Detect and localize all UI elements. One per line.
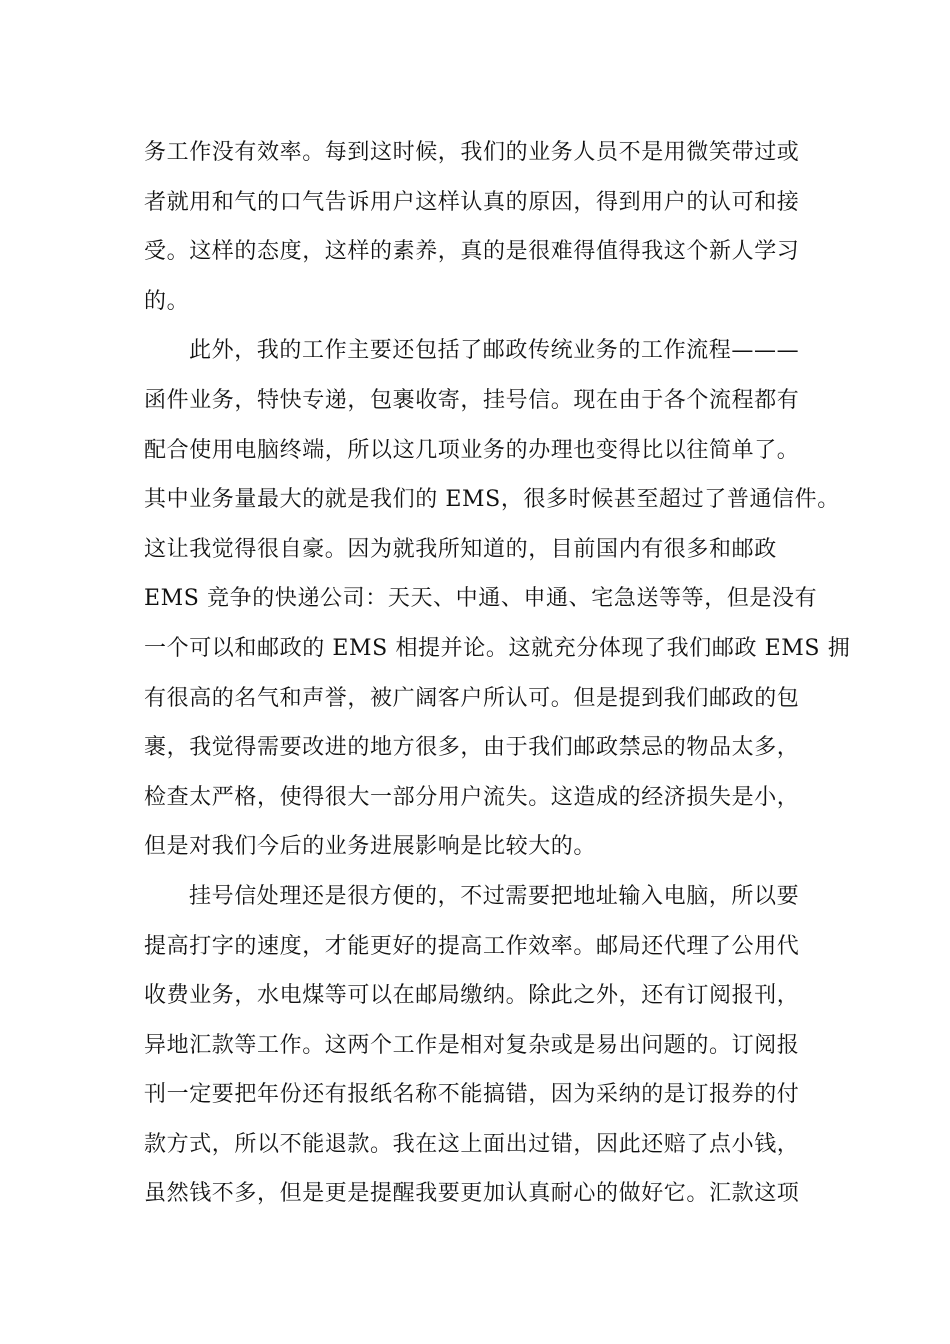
text-line: 但是对我们今后的业务进展影响是比较大的。 xyxy=(144,834,597,860)
text-line: 有很高的名气和声誉，被广阔客户所认可。但是提到我们邮政的包 xyxy=(144,685,800,711)
text-line: 一个可以和邮政的 EMS 相提并论。这就充分体现了我们邮政 EMS 拥 xyxy=(144,635,851,661)
text-line: 检查太严格，使得很大一部分用户流失。这造成的经济损失是小， xyxy=(144,784,800,810)
text-line: 收费业务，水电煤等可以在邮局缴纳。除此之外，还有订阅报刊， xyxy=(144,983,800,1009)
text-line: 的。 xyxy=(144,288,190,314)
paragraph-start-line: 此外，我的工作主要还包括了邮政传统业务的工作流程——— xyxy=(189,338,800,364)
text-line: 这让我觉得很自豪。因为就我所知道的，目前国内有很多和邮政 xyxy=(144,536,777,562)
text-line: 务工作没有效率。每到这时候，我们的业务人员不是用微笑带过或 xyxy=(144,140,800,165)
text-line: EMS 竞争的快递公司：天天、中通、申通、宅急送等等，但是没有 xyxy=(144,586,818,612)
text-line: 配合使用电脑终端，所以这几项业务的办理也变得比以往简单了。 xyxy=(144,437,800,463)
text-line: 受。这样的态度，这样的素养，真的是很难得值得我这个新人学习 xyxy=(144,239,800,265)
text-line: 者就用和气的口气告诉用户这样认真的原因，得到用户的认可和接 xyxy=(144,189,800,215)
text-line: 虽然钱不多，但是更是提醒我要更加认真耐心的做好它。汇款这项 xyxy=(144,1181,800,1207)
text-line: 款方式，所以不能退款。我在这上面出过错，因此还赔了点小钱， xyxy=(144,1131,800,1157)
text-line: 异地汇款等工作。这两个工作是相对复杂或是易出问题的。订阅报 xyxy=(144,1032,800,1058)
text-line: 函件业务，特快专递，包裹收寄，挂号信。现在由于各个流程都有 xyxy=(144,387,800,413)
body-text xyxy=(144,128,851,1219)
paragraph-start-line: 挂号信处理还是很方便的，不过需要把地址输入电脑，所以要 xyxy=(189,883,800,909)
text-line: 裹，我觉得需要改进的地方很多，由于我们邮政禁忌的物品太多， xyxy=(144,735,800,761)
text-line: 刊一定要把年份还有报纸名称不能搞错，因为采纳的是订报券的付 xyxy=(144,1082,800,1108)
text-line: 提高打字的速度，才能更好的提高工作效率。邮局还代理了公用代 xyxy=(144,933,800,959)
text-line: 其中业务量最大的就是我们的 EMS，很多时候甚至超过了普通信件。 xyxy=(144,487,840,513)
